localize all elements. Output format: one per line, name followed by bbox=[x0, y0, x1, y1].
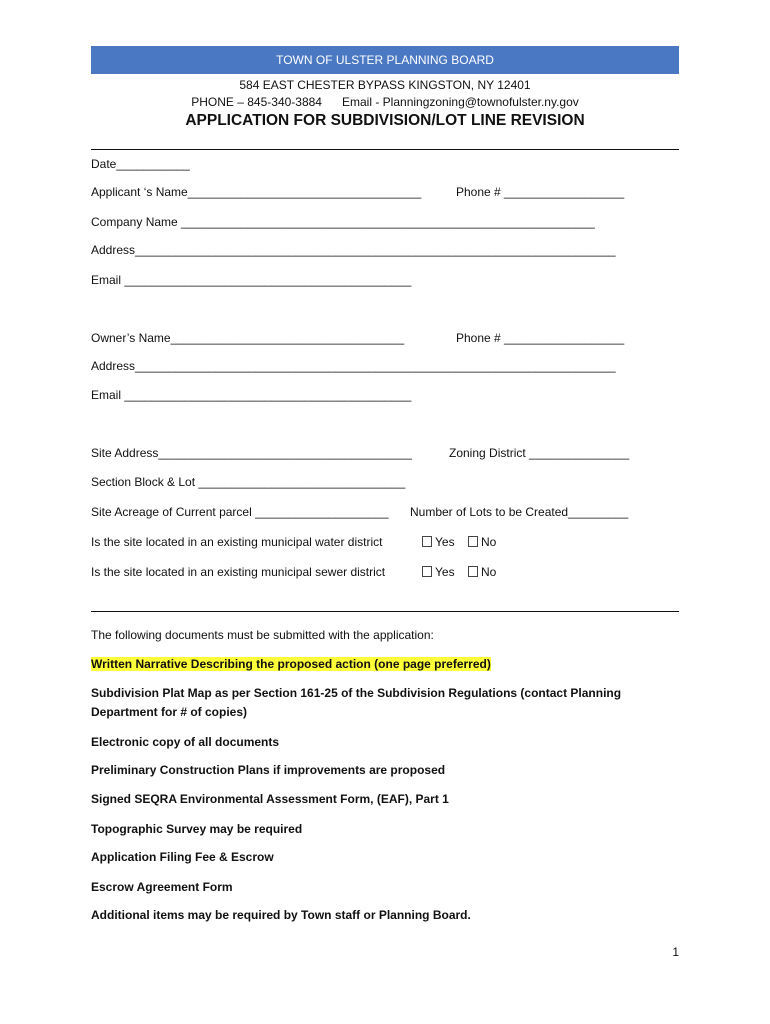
document-item: Application Filing Fee & Escrow bbox=[91, 850, 274, 864]
document-item: Preliminary Construction Plans if improvements are proposed bbox=[91, 763, 446, 777]
divider-top bbox=[91, 149, 679, 150]
phone-text: PHONE – 845-340-3884 bbox=[191, 95, 322, 109]
header-banner: TOWN OF ULSTER PLANNING BOARD bbox=[91, 46, 679, 74]
sewer-district-question: Is the site located in an existing municipal sewer district bbox=[91, 565, 386, 579]
checkbox-icon[interactable] bbox=[468, 536, 478, 547]
document-item: Topographic Survey may be required bbox=[91, 822, 303, 836]
water-yes-label: Yes bbox=[435, 535, 455, 549]
checkbox-icon[interactable] bbox=[422, 536, 432, 547]
owner-email-field[interactable]: Email ___________________________________________ bbox=[91, 388, 412, 402]
zoning-district-field[interactable]: Zoning District _______________ bbox=[449, 446, 630, 460]
number-of-lots-field[interactable]: Number of Lots to be Created_________ bbox=[410, 505, 629, 519]
owner-address-field[interactable]: Address________________________________________________________________________ bbox=[91, 359, 616, 373]
water-no-label: No bbox=[481, 535, 497, 549]
sewer-yes-option[interactable] bbox=[422, 565, 455, 579]
sewer-no-option[interactable] bbox=[468, 565, 496, 579]
page-number: 1 bbox=[672, 945, 679, 959]
applicant-email-field[interactable]: Email ___________________________________________ bbox=[91, 273, 412, 287]
document-item: Additional items may be required by Town staff or Planning Board. bbox=[91, 908, 471, 922]
email-text: Email - Planningzoning@townofulster.ny.gov bbox=[342, 95, 579, 109]
site-address-field[interactable]: Site Address______________________________________ bbox=[91, 446, 412, 460]
document-item: Signed SEQRA Environmental Assessment Form, (EAF), Part 1 bbox=[91, 792, 449, 806]
documents-intro: The following documents must be submitted with the application: bbox=[91, 628, 434, 642]
checkbox-icon[interactable] bbox=[422, 566, 432, 577]
checkbox-icon[interactable] bbox=[468, 566, 478, 577]
company-name-field[interactable]: Company Name ______________________________________________________________ bbox=[91, 215, 595, 229]
document-item: Escrow Agreement Form bbox=[91, 880, 233, 894]
office-address: 584 EAST CHESTER BYPASS KINGSTON, NY 12401 bbox=[239, 78, 531, 92]
document-item: Department for # of copies) bbox=[91, 705, 248, 719]
applicant-name-field[interactable]: Applicant ‘s Name___________________________________ bbox=[91, 185, 422, 199]
sewer-no-label: No bbox=[481, 565, 497, 579]
water-no-option[interactable] bbox=[468, 535, 496, 549]
document-item bbox=[91, 657, 491, 671]
section-block-lot-field[interactable]: Section Block & Lot _______________________________ bbox=[91, 475, 406, 489]
date-field[interactable]: Date___________ bbox=[91, 157, 190, 171]
form-title: APPLICATION FOR SUBDIVISION/LOT LINE REVISION bbox=[185, 112, 585, 129]
document-item: Subdivision Plat Map as per Section 161-25 of the Subdivision Regulations (contact Planning bbox=[91, 686, 622, 700]
owner-phone-field[interactable]: Phone # __________________ bbox=[456, 331, 625, 345]
water-district-question: Is the site located in an existing municipal water district bbox=[91, 535, 383, 549]
contact-line bbox=[91, 95, 679, 109]
applicant-address-field[interactable]: Address________________________________________________________________________ bbox=[91, 243, 616, 257]
owner-name-field[interactable]: Owner’s Name___________________________________ bbox=[91, 331, 405, 345]
site-acreage-field[interactable]: Site Acreage of Current parcel ____________________ bbox=[91, 505, 389, 519]
divider-middle bbox=[91, 611, 679, 612]
document-item: Electronic copy of all documents bbox=[91, 735, 280, 749]
water-yes-option[interactable] bbox=[422, 535, 455, 549]
highlighted-document: Written Narrative Describing the proposed action (one page preferred) bbox=[91, 657, 491, 671]
sewer-yes-label: Yes bbox=[435, 565, 455, 579]
applicant-phone-field[interactable]: Phone # __________________ bbox=[456, 185, 625, 199]
